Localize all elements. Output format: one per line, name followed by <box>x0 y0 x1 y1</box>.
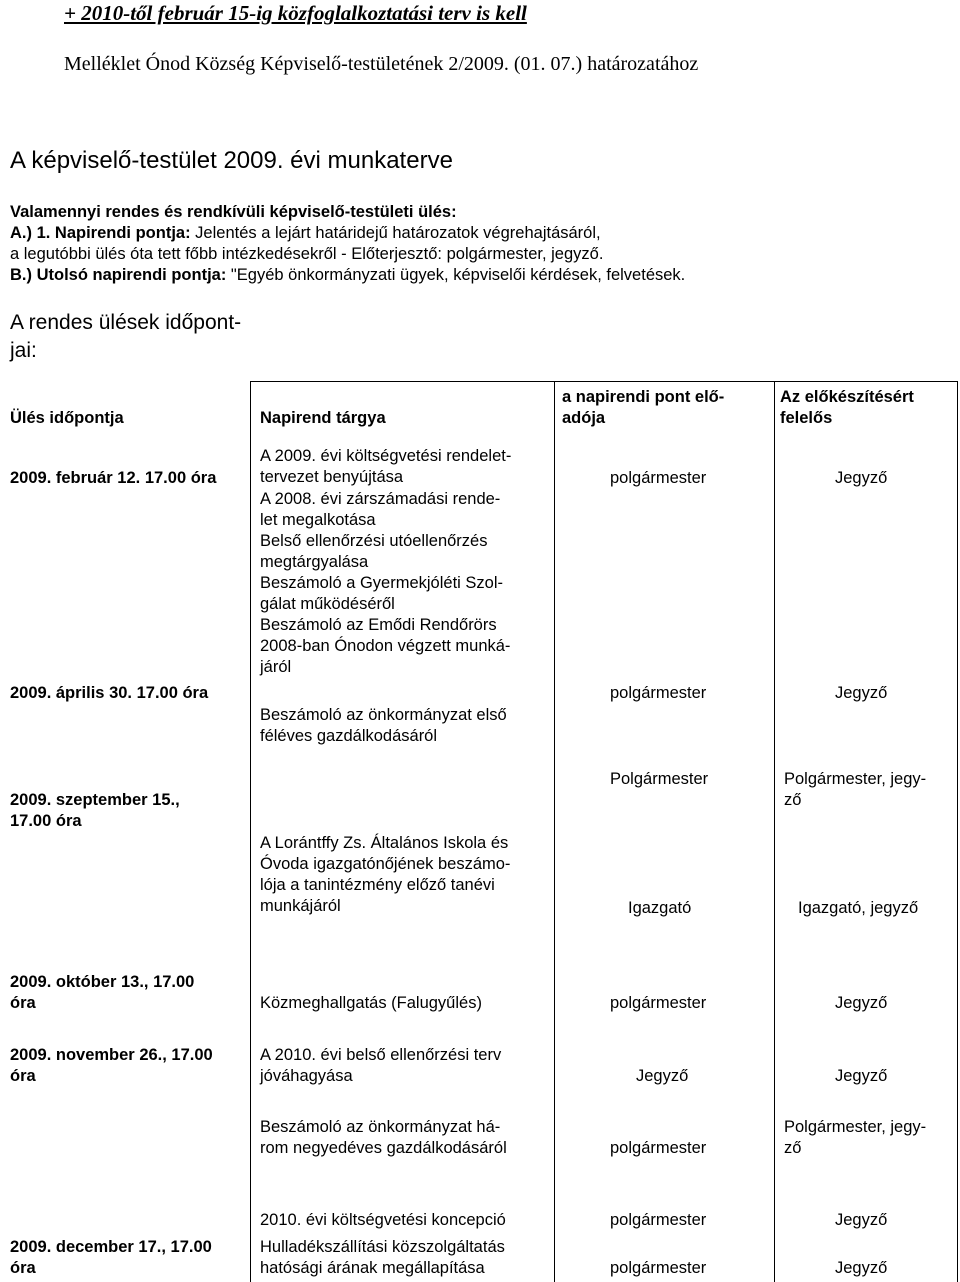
row6-presenter-a: polgármester <box>610 1211 707 1229</box>
row3b-responsible: Igazgató, jegyző <box>798 899 919 917</box>
row6-responsible-a: Jegyző <box>835 1211 888 1229</box>
row3-responsible: Polgármester, jegy- ző <box>784 770 927 809</box>
row1-responsible: Jegyző <box>835 469 888 487</box>
row2-responsible: Jegyző <box>835 684 888 702</box>
item-a-line1 <box>10 223 601 244</box>
top-note-text: + 2010-től február 15-ig közfoglalkoztatási terv is kell <box>64 1 527 25</box>
table-divider-2 <box>554 381 555 1282</box>
header-topic: Napirend tárgya <box>260 409 386 427</box>
row6-topic-a: 2010. évi költségvetési koncepció <box>260 1211 506 1229</box>
row5b-responsible: Polgármester, jegy- ző <box>784 1118 927 1157</box>
row2-date: 2009. április 30. 17.00 óra <box>10 684 209 702</box>
page-title: A képviselő-testület 2009. évi munkaterve <box>10 147 453 174</box>
row1-presenter: polgármester <box>610 469 707 487</box>
header-responsible: Az előkészítésért felelős <box>780 388 914 427</box>
row6-responsible-b: Jegyző <box>835 1259 888 1277</box>
row5-topic: A 2010. évi belső ellenőrzési terv jóváhagyása <box>260 1046 502 1085</box>
row1-date: 2009. február 12. 17.00 óra <box>10 469 217 487</box>
item-a-text: Jelentés a lejárt határidejű határozatok végrehajtásáról, <box>190 224 601 242</box>
item-b-text: "Egyéb önkormányzati ügyek, képviselői kérdések, felvetések. <box>226 266 686 284</box>
table-divider-3 <box>774 381 775 1282</box>
row2-topic-b: Beszámoló az önkormányzat első féléves gazdálkodásáról <box>260 706 507 745</box>
row5-presenter: Jegyző <box>636 1067 689 1085</box>
row4-date: 2009. október 13., 17.00 óra <box>10 973 195 1012</box>
row6-date: 2009. december 17., 17.00 óra <box>10 1238 212 1277</box>
row5b-topic: Beszámoló az önkormányzat há- rom negyedéves gazdálkodásáról <box>260 1118 507 1157</box>
header-presenter: a napirendi pont elő- adója <box>562 388 725 427</box>
row5b-presenter: polgármester <box>610 1139 707 1157</box>
sessions-heading: A rendes ülések időpont- jai: <box>10 311 242 362</box>
annex-line: Melléklet Ónod Község Képviselő-testületének 2/2009. (01. 07.) határozatához <box>64 53 699 75</box>
top-note <box>64 0 527 26</box>
row6-topic-b: Hulladékszállítási közszolgáltatás hatósági árának megállapítása <box>260 1238 505 1277</box>
row6-presenter-b: polgármester <box>610 1259 707 1277</box>
all-sessions-label: Valamennyi rendes és rendkívüli képviselő-testületi ülés: <box>10 203 457 221</box>
row3b-presenter: Igazgató <box>628 899 692 917</box>
table-divider-4 <box>957 381 958 1282</box>
row2-topic-a: A 2008. évi zárszámadási rende- let megalkotása Belső ellenőrzési utóellenőrzés megtárgyalása Beszámoló a Gyermekjóléti Szol- gálat működéséről Beszámoló az Emődi Rendőrörs 2008-ban Ónodon végzett munká- járól <box>260 490 511 676</box>
row3-presenter: Polgármester <box>610 770 709 788</box>
row5-responsible: Jegyző <box>835 1067 888 1085</box>
row4-topic: Közmeghallgatás (Falugyűlés) <box>260 994 482 1012</box>
item-b-line <box>10 265 685 286</box>
item-a-prefix: A.) 1. Napirendi pontja: <box>10 224 191 242</box>
row3-date: 2009. szeptember 15., 17.00 óra <box>10 791 180 830</box>
row1-topic: A 2009. évi költségvetési rendelet- tervezet benyújtása <box>260 447 512 486</box>
row4-presenter: polgármester <box>610 994 707 1012</box>
table-divider-1 <box>250 381 251 1282</box>
row3-topic: A Lorántffy Zs. Általános Iskola és Óvoda igazgatónőjének beszámo- lója a tanintézmény előző tanévi munkájáról <box>260 834 511 915</box>
header-date: Ülés időpontja <box>10 409 124 427</box>
row5-date: 2009. november 26., 17.00 óra <box>10 1046 213 1085</box>
row2-presenter: polgármester <box>610 684 707 702</box>
item-a-line2: a legutóbbi ülés óta tett főbb intézkedésekről - Előterjesztő: polgármester, jegyző. <box>10 245 604 263</box>
item-b-prefix: B.) Utolsó napirendi pontja: <box>10 266 227 284</box>
row4-responsible: Jegyző <box>835 994 888 1012</box>
table-top-border <box>250 381 958 382</box>
